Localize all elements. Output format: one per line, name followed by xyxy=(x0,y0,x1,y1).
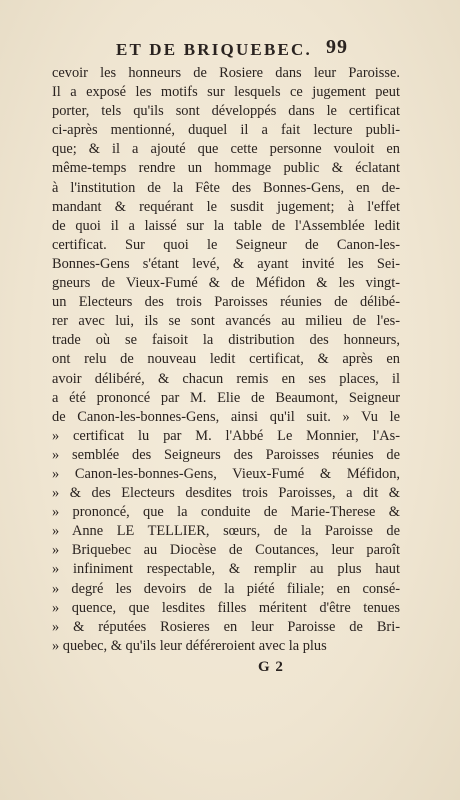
text-line: » quence, que lesdites filles méritent d'être tenues xyxy=(52,599,400,616)
text-line: un Electeurs des trois Paroisses réunies de délibé- xyxy=(52,294,400,311)
text-line: » Anne LE TELLIER, sœurs, de la Paroisse de xyxy=(52,523,400,540)
text-line: » prononcé, que la conduite de Marie-Therese & xyxy=(52,504,400,521)
text-line: avoir délibéré, & chacun remis en ses places, il xyxy=(52,370,400,387)
text-line: ont relu de nouveau ledit certificat, & après en xyxy=(52,351,400,368)
text-line: » infiniment respectable, & remplir au plus haut xyxy=(52,561,400,578)
text-line: » semblée des Seigneurs des Paroisses réunies de xyxy=(52,446,400,463)
text-line: a été prononcé par M. Elie de Beaumont, Seigneur xyxy=(52,389,400,406)
text-line: rer avec lui, ils se sont avancés au milieu de l'es- xyxy=(52,313,400,330)
text-line: cevoir les honneurs de Rosiere dans leur Paroisse. xyxy=(52,65,400,81)
text-line: porter, tels qu'ils sont développés dans le certificat xyxy=(52,103,400,120)
text-line: Bonnes-Gens s'étant levé, & ayant invité les Sei- xyxy=(52,255,400,272)
text-line: Il a exposé les motifs sur lesquels ce jugement peut xyxy=(52,84,400,101)
page-number: 99 xyxy=(326,36,348,58)
text-line: certificat. Sur quoi le Seigneur de Canon-les- xyxy=(52,236,400,253)
body-text xyxy=(52,64,400,656)
text-line: même-temps rendre un hommage public & éclatant xyxy=(52,160,400,177)
text-line: » degré les devoirs de la piété filiale; en consé- xyxy=(52,580,400,597)
running-title: ET DE BRIQUEBEC. xyxy=(116,40,312,59)
text-line: » quebec, & qu'ils leur déféreroient avec la plus xyxy=(52,637,327,654)
text-line: ci-après mentionné, duquel il a fait lecture publi- xyxy=(52,122,400,139)
text-line: que; & il a ajouté que cette personne vouloit en xyxy=(52,141,400,158)
text-line: » Briquebec au Diocèse de Coutances, leur paroît xyxy=(52,542,400,559)
text-line: » & des Electeurs desdites trois Paroisses, a dit & xyxy=(52,485,400,502)
text-line: à l'institution de la Fête des Bonnes-Gens, en de- xyxy=(52,179,400,196)
text-line: trade où se faisoit la distribution des honneurs, xyxy=(52,332,400,349)
text-line: mandant & requérant le susdit jugement; à l'effet xyxy=(52,198,400,215)
text-line: gneurs de Vieux-Fumé & de Méfidon & les vingt- xyxy=(52,275,400,292)
text-line: de quoi il a laissé sur la table de l'Assemblée ledit xyxy=(52,217,400,234)
text-line: » & réputées Rosieres en leur Paroisse de Bri- xyxy=(52,618,400,635)
text-line: de Canon-les-bonnes-Gens, ainsi qu'il suit. » Vu le xyxy=(52,408,400,425)
text-line: » certificat lu par M. l'Abbé Le Monnier, l'As- xyxy=(52,427,400,444)
signature-mark: G 2 xyxy=(258,659,284,675)
text-line: » Canon-les-bonnes-Gens, Vieux-Fumé & Méfidon, xyxy=(52,465,400,482)
